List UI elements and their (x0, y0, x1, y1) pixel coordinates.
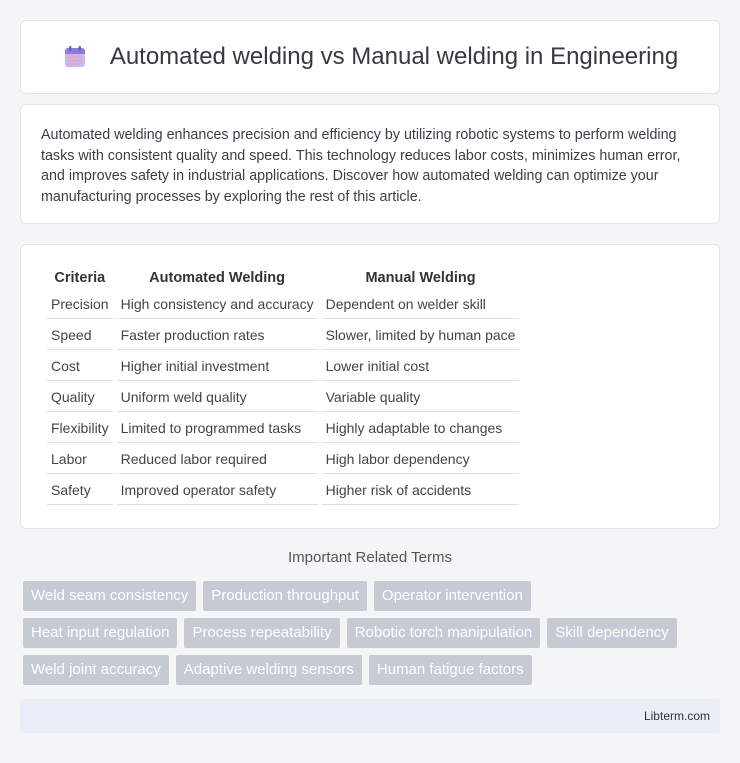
cell-manual: Variable quality (322, 383, 520, 412)
table-row (47, 476, 519, 505)
cell-manual: High labor dependency (322, 445, 520, 474)
tag-adaptive-welding-sensors[interactable]: Adaptive welding sensors (176, 655, 362, 685)
table-row (47, 352, 519, 381)
cell-automated: Higher initial investment (117, 352, 318, 381)
tag-weld-seam-consistency[interactable]: Weld seam consistency (23, 581, 196, 611)
tag-skill-dependency[interactable]: Skill dependency (547, 618, 676, 648)
cell-automated: Limited to programmed tasks (117, 414, 318, 443)
cell-criteria: Flexibility (47, 414, 113, 443)
table-header-row (47, 267, 519, 288)
tag-weld-joint-accuracy[interactable]: Weld joint accuracy (23, 655, 169, 685)
cell-automated: Improved operator safety (117, 476, 318, 505)
table-row (47, 290, 519, 319)
tag-row (23, 618, 723, 648)
cell-manual: Dependent on welder skill (322, 290, 520, 319)
comparison-card (20, 244, 720, 529)
header-criteria: Criteria (54, 270, 106, 286)
tag-robotic-torch-manipulation[interactable]: Robotic torch manipulation (347, 618, 541, 648)
comparison-table (43, 265, 523, 507)
header-card (20, 20, 720, 94)
table-row (47, 445, 519, 474)
cell-automated: Reduced labor required (117, 445, 318, 474)
tag-production-throughput[interactable]: Production throughput (203, 581, 367, 611)
footer (20, 699, 720, 733)
header-manual: Manual Welding (365, 270, 476, 286)
tag-operator-intervention[interactable]: Operator intervention (374, 581, 531, 611)
cell-automated: Faster production rates (117, 321, 318, 350)
tag-human-fatigue-factors[interactable]: Human fatigue factors (369, 655, 532, 685)
cell-criteria: Quality (47, 383, 113, 412)
cell-manual: Highly adaptable to changes (322, 414, 520, 443)
cell-criteria: Labor (47, 445, 113, 474)
cell-manual: Lower initial cost (322, 352, 520, 381)
cell-criteria: Speed (47, 321, 113, 350)
tag-row (23, 581, 723, 611)
cell-criteria: Precision (47, 290, 113, 319)
cell-automated: Uniform weld quality (117, 383, 318, 412)
tag-row (23, 655, 723, 685)
cell-automated: High consistency and accuracy (117, 290, 318, 319)
page-title: Automated welding vs Manual welding in Engineering (109, 43, 679, 70)
footer-brand-link[interactable]: Libterm.com (643, 709, 710, 723)
cell-manual: Slower, limited by human pace (322, 321, 520, 350)
header-automated: Automated Welding (149, 270, 286, 286)
related-terms-list (23, 581, 723, 692)
intro-text: Automated welding enhances precision and efficiency by utilizing robotic systems to perform welding tasks with consistent quality and speed. This technology reduces labor costs, minimizes human error, and improves safety in industrial applications. Discover how automated welding can optimize your manufacturing processes by exploring the rest of this article. (41, 127, 681, 205)
related-terms-title: Important Related Terms (288, 549, 452, 566)
table-row (47, 321, 519, 350)
cell-criteria: Cost (47, 352, 113, 381)
table-row (47, 383, 519, 412)
table-row (47, 414, 519, 443)
tag-heat-input-regulation[interactable]: Heat input regulation (23, 618, 177, 648)
intro-card (20, 104, 720, 224)
calendar-icon (62, 44, 88, 70)
cell-manual: Higher risk of accidents (322, 476, 520, 505)
cell-criteria: Safety (47, 476, 113, 505)
tag-process-repeatability[interactable]: Process repeatability (184, 618, 339, 648)
